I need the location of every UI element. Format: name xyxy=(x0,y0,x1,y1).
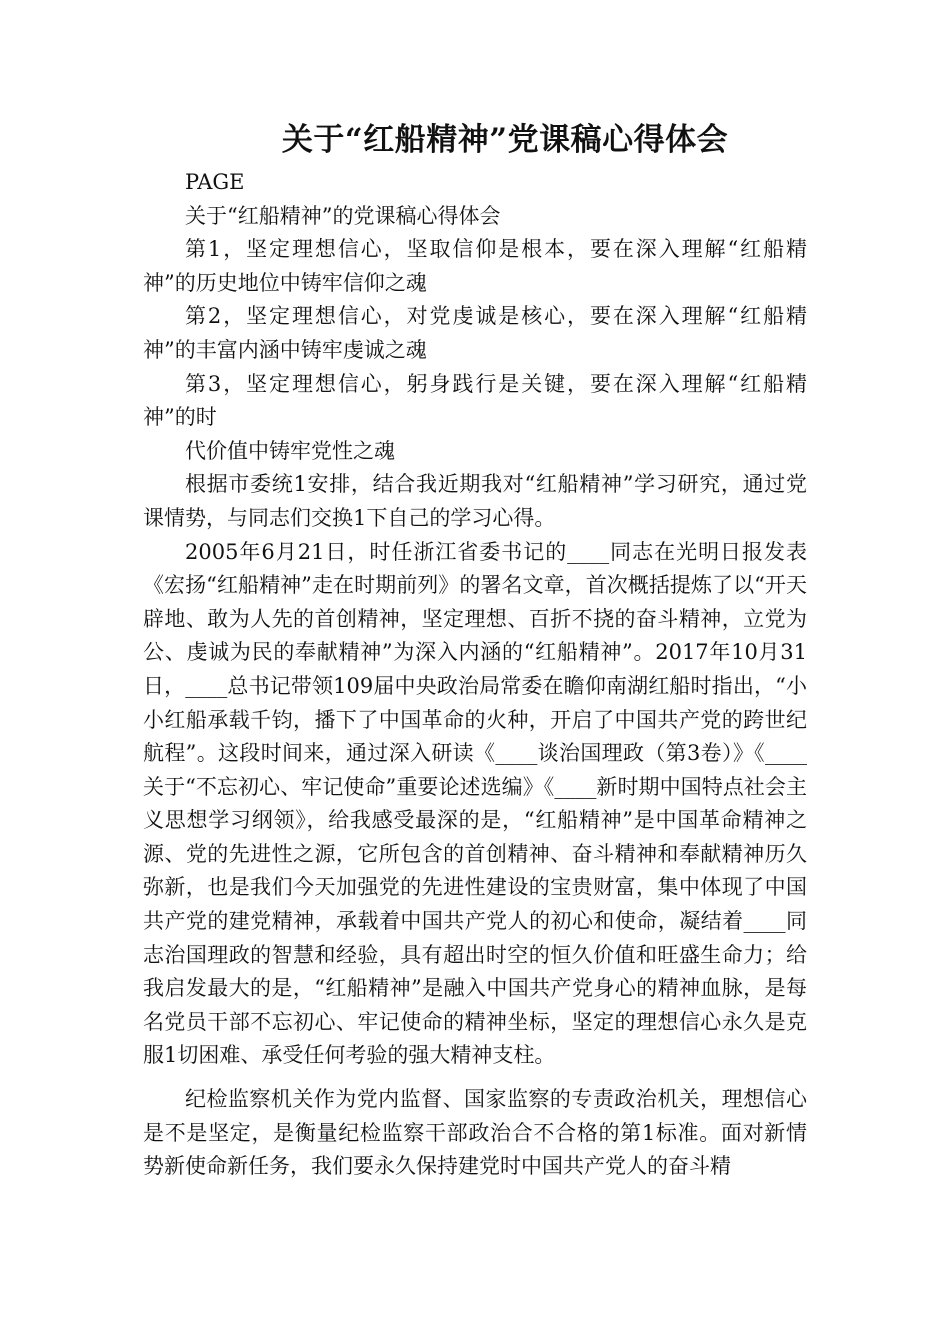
paragraph-intro: 根据市委统1安排，结合我近期我对“红船精神”学习研究，通过党课情势，与同志们交换1下自己的学习心得。 xyxy=(143,472,807,530)
document-body xyxy=(143,166,807,1184)
paragraph-main: 2005年6月21日，时任浙江省委书记的____同志在光明日报发表《宏扬“红船精神”走在时期前列》的署名文章，首次概括提炼了以“开天辟地、敢为人先的首创精神，坚定理想、百折不挠的奋斗精神，立党为公、虔诚为民的奉献精神”为深入内涵的“红船精神”。2017年10月31日，____总书记带领109届中央政治局常委在瞻仰南湖红船时指出，“小小红船承载千钧，播下了中国革命的火种，开启了中国共产党的跨世纪航程”。这段时间来，通过深入研读《____谈治国理政（第3卷）》《____关于“不忘初心、牢记使命”重要论述选编》《____新时期中国特点社会主义思想学习纲领》，给我感受最深的是，“红船精神”是中国革命精神之源、党的先进性之源，它所包含的首创精神、奋斗精神和奉献精神历久弥新，也是我们今天加强党的先进性建设的宝贵财富，集中体现了中国共产党的建党精神，承载着中国共产党人的初心和使命，凝结着____同志治国理政的智慧和经验，具有超出时空的恒久价值和旺盛生命力；给我启发最大的是，“红船精神”是融入中国共产党身心的精神血脉，是每名党员干部不忘初心、牢记使命的精神坐标，坚定的理想信心永久是克服1切困难、承受任何考验的强大精神支柱。 xyxy=(143,539,807,1068)
paragraph-discipline: 纪检监察机关作为党内监督、国家监察的专责政治机关，理想信心是不是坚定，是衡量纪检监察干部政治合不合格的第1标准。面对新情势新使命新任务，我们要永久保持建党时中国共产党人的奋斗精 xyxy=(143,1087,807,1179)
document-title: 关于“红船精神”党课稿心得体会 xyxy=(281,122,729,158)
paragraph-page-marker: PAGE xyxy=(185,170,245,194)
paragraph-point-1: 第1，坚定理想信心，坚取信仰是根本，要在深入理解“红船精神”的历史地位中铸牢信仰之魂 xyxy=(143,237,807,295)
paragraph-subtitle: 关于“红船精神”的党课稿心得体会 xyxy=(185,203,501,228)
paragraph-point-2: 第2，坚定理想信心，对党虔诚是核心，要在深入理解“红船精神”的丰富内涵中铸牢虔诚之魂 xyxy=(143,304,807,362)
paragraph-point-3: 第3，坚定理想信心，躬身践行是关键，要在深入理解“红船精神”的时 xyxy=(143,371,807,430)
paragraph-point-3-continued: 代价值中铸牢党性之魂 xyxy=(185,438,395,463)
